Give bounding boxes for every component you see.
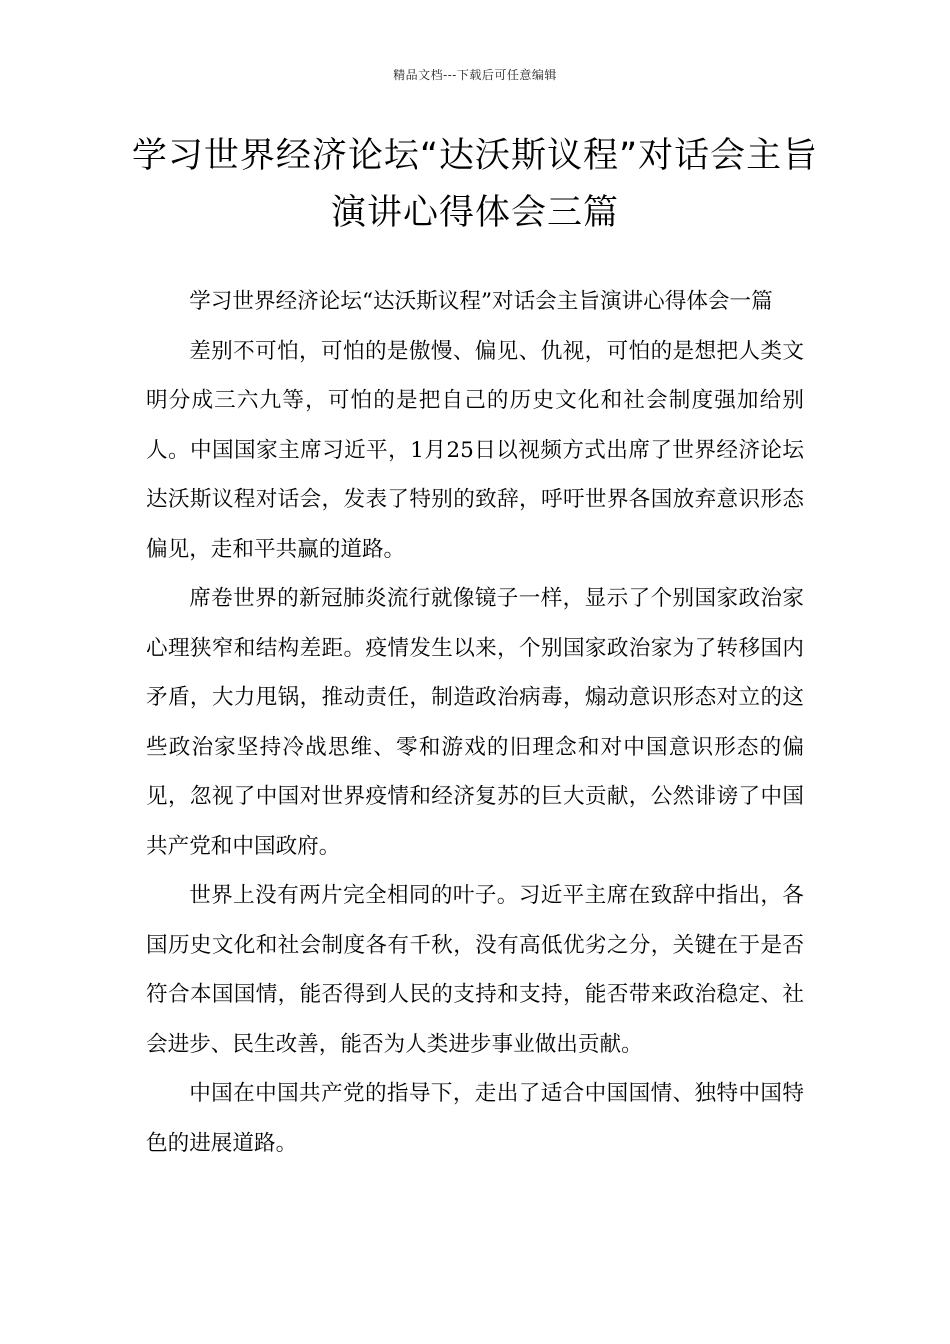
paragraph: 中国在中国共产党的指导下，走出了适合中国国情、独特中国特色的进展道路。 <box>146 1081 804 1156</box>
header-note: 精品文档---下载后可任意编辑 <box>393 68 557 82</box>
paragraph-subtitle: 学习世界经济论坛“达沃斯议程”对话会主旨演讲心得体会一篇 <box>189 289 773 314</box>
paragraph: 世界上没有两片完全相同的叶子。习近平主席在致辞中指出，各国历史文化和社会制度各有千秋，没有高低优劣之分，关键在于是否符合本国国情，能否得到人民的支持和支持，能否带来政治稳定、社会进步、民生改善，能否为人类进步事业做出贡献。 <box>146 883 804 1057</box>
document-title: 学习世界经济论坛“达沃斯议程”对话会主旨演讲心得体会三篇 <box>131 136 819 233</box>
paragraph: 差别不可怕，可怕的是傲慢、偏见、仇视，可怕的是想把人类文明分成三六九等，可怕的是把自己的历史文化和社会制度强加给别人。中国国家主席习近平，1月25日以视频方式出席了世界经济论坛达沃斯议程对话会，发表了特别的致辞，呼吁世界各国放弃意识形态偏见，走和平共赢的道路。 <box>146 338 804 562</box>
paragraph: 席卷世界的新冠肺炎流行就像镜子一样，显示了个别国家政治家心理狭窄和结构差距。疫情发生以来，个别国家政治家为了转移国内矛盾，大力甩锅，推动责任，制造政治病毒，煽动意识形态对立的这些政治家坚持冷战思维、零和游戏的旧理念和对中国意识形态的偏见，忽视了中国对世界疫情和经济复苏的巨大贡献，公然诽谤了中国共产党和中国政府。 <box>146 586 804 859</box>
document-body <box>146 277 804 1168</box>
